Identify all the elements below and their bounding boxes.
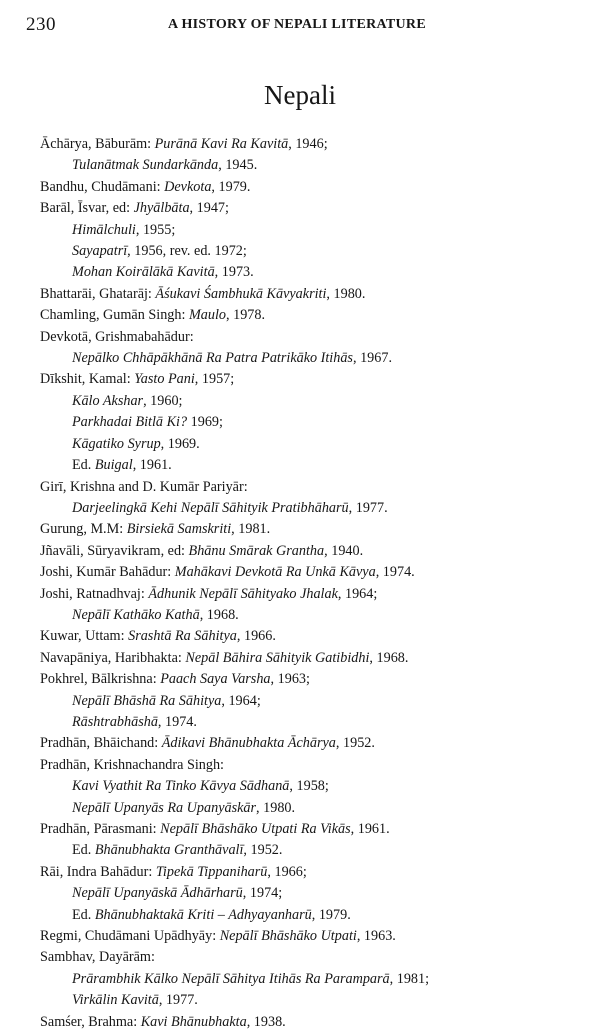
entry-text: , 1952.	[243, 842, 283, 859]
entry-text: , 1957;	[194, 371, 235, 388]
entry-text: , 1974.	[375, 564, 415, 581]
entry-text: Joshi, Kumār Bahādur:	[40, 564, 175, 581]
bibliography-continuation-line	[40, 712, 578, 733]
bibliography-continuation-line	[40, 969, 578, 990]
entry-text: , 1967.	[352, 350, 392, 367]
bibliography-entry-line	[40, 327, 578, 348]
entry-text: Pradhān, Krishnachandra Singh:	[40, 756, 225, 773]
bibliography-continuation-line	[40, 412, 578, 433]
work-title: Nepālī Upanyās Ra Upanyāskār	[72, 799, 257, 816]
bibliography-entry-line	[40, 198, 578, 219]
work-title: Mahākavi Devkotā Ra Unkā Kāvya	[174, 564, 376, 581]
bibliography-entry-line	[40, 177, 578, 198]
bibliography-entry-line	[40, 305, 578, 326]
work-title: Kāgatiko Syrup	[72, 435, 161, 452]
bibliography-entry-line	[40, 519, 578, 540]
work-title: Sayapatrī	[72, 243, 128, 260]
bibliography-continuation-line	[40, 155, 578, 176]
bibliography-continuation-line	[40, 776, 578, 797]
work-title: Nepālī Upanyāskā Ādhārharū	[72, 885, 243, 902]
entry-text: Bandhu, Chudāmani:	[40, 178, 165, 195]
work-title: Nepālī Bhāshā Ra Sāhitya	[72, 692, 222, 709]
bibliography-entry-line	[40, 669, 578, 690]
work-title: Nepālī Bhāshāko Utpati	[219, 928, 357, 945]
work-title: Yasto Pani	[134, 371, 195, 388]
work-title: Himālchuli	[72, 221, 136, 238]
work-title: Tulanātmak Sundarkānda	[72, 157, 219, 174]
entry-text: , 1980.	[256, 799, 296, 816]
entry-text: Navapāniya, Haribhakta:	[40, 649, 186, 666]
work-title: Rāshtrabhāshā	[72, 713, 158, 730]
work-title: Prārambhik Kālko Nepālī Sāhitya Itihās Ra Paramparā	[72, 970, 390, 987]
entry-text: , 1960;	[143, 392, 183, 409]
entry-text: Rāi, Indra Bahādur:	[40, 863, 156, 880]
bibliography-continuation-line	[40, 798, 578, 819]
bibliography-continuation-line	[40, 905, 578, 926]
entry-text: , 1974.	[157, 713, 197, 730]
work-title: Jhyālbāta	[133, 200, 190, 217]
entry-text: , 1963;	[270, 671, 310, 688]
work-title: Kālo Akshar	[72, 392, 144, 409]
entry-text: , 1961.	[350, 821, 390, 837]
bibliography-continuation-line	[40, 455, 578, 476]
bibliography-entry-line	[40, 134, 578, 155]
bibliography-entry-line	[40, 819, 578, 840]
work-title: Ādhunik Nepālī Sāhityako Jhalak	[148, 585, 338, 602]
entry-text: , 1973.	[214, 264, 254, 281]
entry-text: Ed.	[72, 842, 95, 859]
bibliography-entry-line	[40, 562, 578, 583]
entry-text: , 1938.	[246, 1013, 286, 1030]
entry-text: , 1963.	[356, 928, 396, 945]
bibliography-continuation-line	[40, 348, 578, 369]
bibliography-continuation-line	[40, 498, 578, 519]
bibliography-continuation-line	[40, 241, 578, 262]
entry-text: , 1947;	[189, 200, 229, 217]
work-title: Nepālī Kathāko Kathā	[72, 606, 200, 623]
entry-text: , 1977.	[348, 499, 388, 516]
work-title: Nepālko Chhāpākhānā Ra Patra Patrikāko Itihās	[72, 350, 353, 367]
entry-text: , 1981;	[389, 970, 430, 987]
bibliography-continuation-line	[40, 220, 578, 241]
bibliography-continuation-line	[40, 605, 578, 626]
entry-text: , 1964;	[221, 692, 261, 709]
bibliography-continuation-line	[40, 391, 578, 412]
entry-text: , 1956, rev. ed. 1972;	[127, 243, 247, 260]
bibliography-entry-line	[40, 947, 578, 968]
entry-text: , 1961.	[132, 457, 172, 474]
work-title: Srashtā Ra Sāhitya	[128, 628, 237, 645]
entry-text: Barāl, Īsvar, ed:	[40, 200, 134, 217]
entry-text: Jñavāli, Sūryavikram, ed:	[40, 542, 189, 559]
work-title: Maulo	[188, 307, 227, 324]
entry-text: , 1979.	[211, 178, 251, 195]
entry-text: Sambhav, Dayārām:	[40, 949, 155, 966]
entry-text: Pokhrel, Bālkrishna:	[40, 671, 161, 688]
entry-text: , 1980.	[326, 285, 366, 302]
bibliography-continuation-line	[40, 840, 578, 861]
entry-text: 1969;	[187, 414, 223, 431]
entry-text: , 1952.	[335, 735, 375, 752]
bibliography-entry-line	[40, 1012, 578, 1033]
bibliography-continuation-line	[40, 262, 578, 283]
entry-text: Gurung, M.M:	[40, 521, 127, 538]
bibliography-continuation-line	[40, 883, 578, 904]
work-title: Parkhadai Bitlā Ki?	[72, 414, 188, 431]
entry-text: , 1955;	[135, 221, 176, 238]
entry-text: , 1966;	[267, 863, 307, 880]
entry-text: , 1964;	[337, 585, 378, 602]
work-title: Nepālī Bhāshāko Utpati Ra Vikās	[160, 821, 351, 837]
entry-text: Chamling, Gumān Singh:	[40, 307, 189, 324]
entry-text: Girī, Krishna and D. Kumār Pariyār:	[40, 478, 248, 495]
work-title: Bhānubhaktakā Kriti – Adhyayanharū	[94, 906, 312, 923]
entry-text: , 1940.	[324, 542, 364, 559]
bibliography-entry-line	[40, 733, 578, 754]
bibliography-entry-line	[40, 648, 578, 669]
entry-text: , 1979.	[311, 906, 351, 923]
work-title: Birsiekā Samskriti	[126, 521, 232, 538]
bibliography-continuation-line	[40, 691, 578, 712]
work-title: Purānā Kavi Ra Kavitā	[154, 136, 289, 152]
entry-text: Bhattarāi, Ghatarāj:	[40, 285, 156, 302]
entry-text: , 1966.	[236, 628, 276, 645]
entry-text: Joshi, Ratnadhvaj:	[40, 585, 149, 602]
entry-text: Ed.	[72, 906, 95, 923]
work-title: Darjeelingkā Kehi Nepālī Sāhityik Pratibhāharū	[72, 499, 349, 516]
page-number: 230	[26, 14, 56, 35]
entry-text: , 1969.	[160, 435, 200, 452]
entry-text: Samśer, Brahma:	[40, 1013, 141, 1030]
entry-text: Devkotā, Grishmabahādur:	[40, 328, 194, 345]
entry-text: , 1978.	[226, 307, 266, 324]
bibliography-continuation-line	[40, 434, 578, 455]
bibliography-entry-line	[40, 584, 578, 605]
bibliography-continuation-line	[40, 990, 578, 1011]
entry-text: , 1974;	[242, 885, 283, 902]
work-title: Nepāl Bāhira Sāhityik Gatibidhi	[185, 649, 370, 666]
entry-text: , 1968.	[369, 649, 409, 666]
work-title: Āśukavi Śambhukā Kāvyakriti	[155, 285, 327, 302]
entry-text: Ed.	[72, 457, 95, 474]
work-title: Bhānu Smārak Grantha	[188, 542, 325, 559]
bibliography-entry-line	[40, 477, 578, 498]
entry-text: Āchārya, Bāburām:	[40, 136, 155, 152]
work-title: Buigal	[94, 457, 133, 474]
entry-text: , 1968.	[199, 606, 239, 623]
bibliography-list	[40, 134, 578, 1033]
bibliography-entry-line	[40, 541, 578, 562]
bibliography-entry-line	[40, 284, 578, 305]
work-title: Mohan Koirālākā Kavitā	[72, 264, 215, 281]
entry-text: Dīkshit, Kamal:	[40, 371, 135, 388]
running-head: A HISTORY OF NEPALI LITERATURE	[168, 17, 426, 32]
work-title: Virkālin Kavitā	[72, 992, 159, 1009]
entry-text: , 1945.	[218, 157, 258, 174]
entry-text: , 1946;	[288, 136, 328, 152]
entry-text: Pradhān, Pārasmani:	[40, 821, 161, 837]
bibliography-entry-line	[40, 862, 578, 883]
bibliography-entry-line	[40, 755, 578, 776]
work-title: Ādikavi Bhānubhakta Āchārya	[161, 735, 336, 752]
page-header	[26, 14, 574, 42]
entry-text: Kuwar, Uttam:	[40, 628, 129, 645]
work-title: Kavi Bhānubhakta	[140, 1013, 247, 1030]
entry-text: , 1981.	[231, 521, 271, 538]
work-title: Kavi Vyathit Ra Tinko Kāvya Sādhanā	[72, 778, 290, 795]
bibliography-entry-line	[40, 926, 578, 947]
entry-text: , 1977.	[158, 992, 198, 1009]
bibliography-entry-line	[40, 626, 578, 647]
entry-text: Pradhān, Bhāichand:	[40, 735, 162, 752]
work-title: Paach Saya Varsha	[160, 671, 271, 688]
work-title: Bhānubhakta Granthāvalī	[94, 842, 244, 859]
bibliography-entry-line	[40, 369, 578, 390]
section-title: Nepali	[264, 80, 336, 110]
work-title: Tipekā Tippaniharū	[155, 863, 268, 880]
entry-text: , 1958;	[289, 778, 329, 795]
entry-text: Regmi, Chudāmani Upādhyāy:	[40, 928, 220, 945]
work-title: Devkota	[164, 178, 212, 195]
